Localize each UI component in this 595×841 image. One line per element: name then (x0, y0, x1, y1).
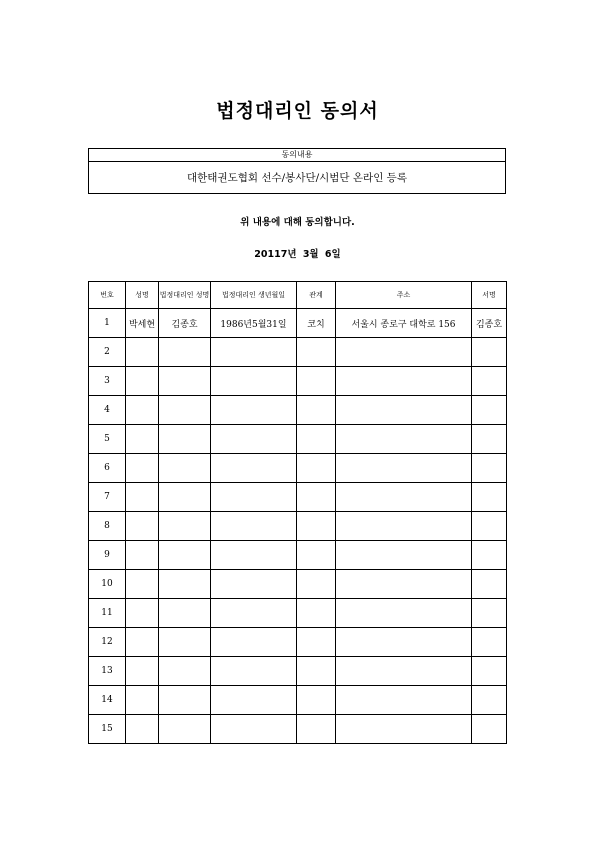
relation-cell (297, 599, 336, 628)
consent-box (88, 148, 506, 194)
guardian-birth-cell (211, 657, 297, 686)
guardian-name-cell (159, 628, 211, 657)
guardian-name-cell (159, 396, 211, 425)
header-name: 성명 (126, 282, 159, 309)
address-cell (336, 715, 472, 744)
signature-cell (472, 657, 507, 686)
signature-cell: 김종호 (472, 309, 507, 338)
signature-cell (472, 715, 507, 744)
address-cell (336, 570, 472, 599)
guardian-birth-cell (211, 454, 297, 483)
guardian-birth-cell (211, 425, 297, 454)
signature-cell (472, 396, 507, 425)
table-row (89, 309, 507, 338)
table-row (89, 599, 507, 628)
relation-cell (297, 367, 336, 396)
relation-cell (297, 396, 336, 425)
table-row (89, 686, 507, 715)
signature-cell (472, 338, 507, 367)
member-name-cell (126, 657, 159, 686)
address-cell (336, 425, 472, 454)
member-name-cell (126, 454, 159, 483)
relation-cell (297, 541, 336, 570)
row-number: 10 (89, 570, 126, 599)
row-number: 2 (89, 338, 126, 367)
guardian-name-cell (159, 338, 211, 367)
row-number: 12 (89, 628, 126, 657)
signature-cell (472, 628, 507, 657)
relation-cell (297, 570, 336, 599)
header-guardian-name: 법정대리인 성명 (159, 282, 211, 309)
table-body (89, 309, 507, 744)
signature-cell (472, 367, 507, 396)
row-number: 5 (89, 425, 126, 454)
member-name-cell (126, 483, 159, 512)
guardian-name-cell (159, 715, 211, 744)
address-cell (336, 657, 472, 686)
guardian-name-cell (159, 454, 211, 483)
guardian-name-cell (159, 483, 211, 512)
address-cell (336, 338, 472, 367)
header-relation: 관계 (297, 282, 336, 309)
row-number: 9 (89, 541, 126, 570)
row-number: 7 (89, 483, 126, 512)
relation-cell (297, 425, 336, 454)
address-cell (336, 454, 472, 483)
table-row (89, 657, 507, 686)
member-name-cell (126, 338, 159, 367)
relation-cell (297, 454, 336, 483)
table-header-row (89, 282, 507, 309)
relation-cell (297, 483, 336, 512)
address-cell (336, 367, 472, 396)
address-cell (336, 541, 472, 570)
guardian-birth-cell (211, 483, 297, 512)
relation-cell: 코치 (297, 309, 336, 338)
address-cell (336, 483, 472, 512)
row-number: 13 (89, 657, 126, 686)
document-date: 20117년 3월 6일 (254, 249, 341, 260)
guardian-birth-cell (211, 541, 297, 570)
consent-content: 대한태권도협회 선수/봉사단/시범단 온라인 등록 (187, 172, 407, 184)
row-number: 8 (89, 512, 126, 541)
member-name-cell (126, 715, 159, 744)
guardian-name-cell (159, 570, 211, 599)
member-name-cell (126, 599, 159, 628)
address-cell (336, 396, 472, 425)
guardian-birth-cell (211, 512, 297, 541)
row-number: 11 (89, 599, 126, 628)
guardian-birth-cell (211, 715, 297, 744)
row-number: 14 (89, 686, 126, 715)
header-address: 주소 (336, 282, 472, 309)
signature-cell (472, 599, 507, 628)
table-row (89, 483, 507, 512)
row-number: 6 (89, 454, 126, 483)
table-row (89, 396, 507, 425)
table-row (89, 454, 507, 483)
guardian-name-cell (159, 367, 211, 396)
row-number: 1 (89, 309, 126, 338)
guardian-name-cell (159, 541, 211, 570)
address-cell (336, 686, 472, 715)
guardian-birth-cell (211, 338, 297, 367)
table-row (89, 367, 507, 396)
signature-cell (472, 454, 507, 483)
address-cell (336, 599, 472, 628)
relation-cell (297, 686, 336, 715)
signature-cell (472, 483, 507, 512)
relation-cell (297, 715, 336, 744)
relation-cell (297, 628, 336, 657)
document-title: 법정대리인 동의서 (216, 100, 379, 122)
table-row (89, 541, 507, 570)
member-name-cell (126, 570, 159, 599)
consent-header: 동의내용 (89, 149, 505, 162)
signature-cell (472, 541, 507, 570)
guardian-table (88, 281, 507, 744)
header-guardian-birth: 법정대리인 생년월일 (211, 282, 297, 309)
address-cell (336, 628, 472, 657)
header-signature: 서명 (472, 282, 507, 309)
guardian-birth-cell (211, 599, 297, 628)
guardian-name-cell (159, 657, 211, 686)
relation-cell (297, 657, 336, 686)
table-row (89, 715, 507, 744)
table-row (89, 338, 507, 367)
guardian-birth-cell (211, 686, 297, 715)
guardian-name-cell (159, 425, 211, 454)
relation-cell (297, 338, 336, 367)
guardian-birth-cell (211, 628, 297, 657)
guardian-name-cell (159, 686, 211, 715)
guardian-name-cell (159, 599, 211, 628)
header-no: 번호 (89, 282, 126, 309)
member-name-cell (126, 686, 159, 715)
guardian-birth-cell (211, 396, 297, 425)
member-name-cell (126, 512, 159, 541)
member-name-cell (126, 367, 159, 396)
address-cell: 서울시 종로구 대학로 156 (336, 309, 472, 338)
table-row (89, 425, 507, 454)
table-row (89, 570, 507, 599)
table-row (89, 628, 507, 657)
signature-cell (472, 512, 507, 541)
member-name-cell (126, 628, 159, 657)
signature-cell (472, 425, 507, 454)
row-number: 3 (89, 367, 126, 396)
guardian-birth-cell: 1986년5월31일 (211, 309, 297, 338)
guardian-name-cell: 김종호 (159, 309, 211, 338)
member-name-cell (126, 425, 159, 454)
address-cell (336, 512, 472, 541)
member-name-cell (126, 396, 159, 425)
member-name-cell: 박세현 (126, 309, 159, 338)
agreement-statement: 위 내용에 대해 동의합니다. (240, 217, 355, 228)
signature-cell (472, 686, 507, 715)
guardian-birth-cell (211, 570, 297, 599)
table-row (89, 512, 507, 541)
signature-cell (472, 570, 507, 599)
guardian-name-cell (159, 512, 211, 541)
guardian-birth-cell (211, 367, 297, 396)
relation-cell (297, 512, 336, 541)
member-name-cell (126, 541, 159, 570)
row-number: 4 (89, 396, 126, 425)
row-number: 15 (89, 715, 126, 744)
